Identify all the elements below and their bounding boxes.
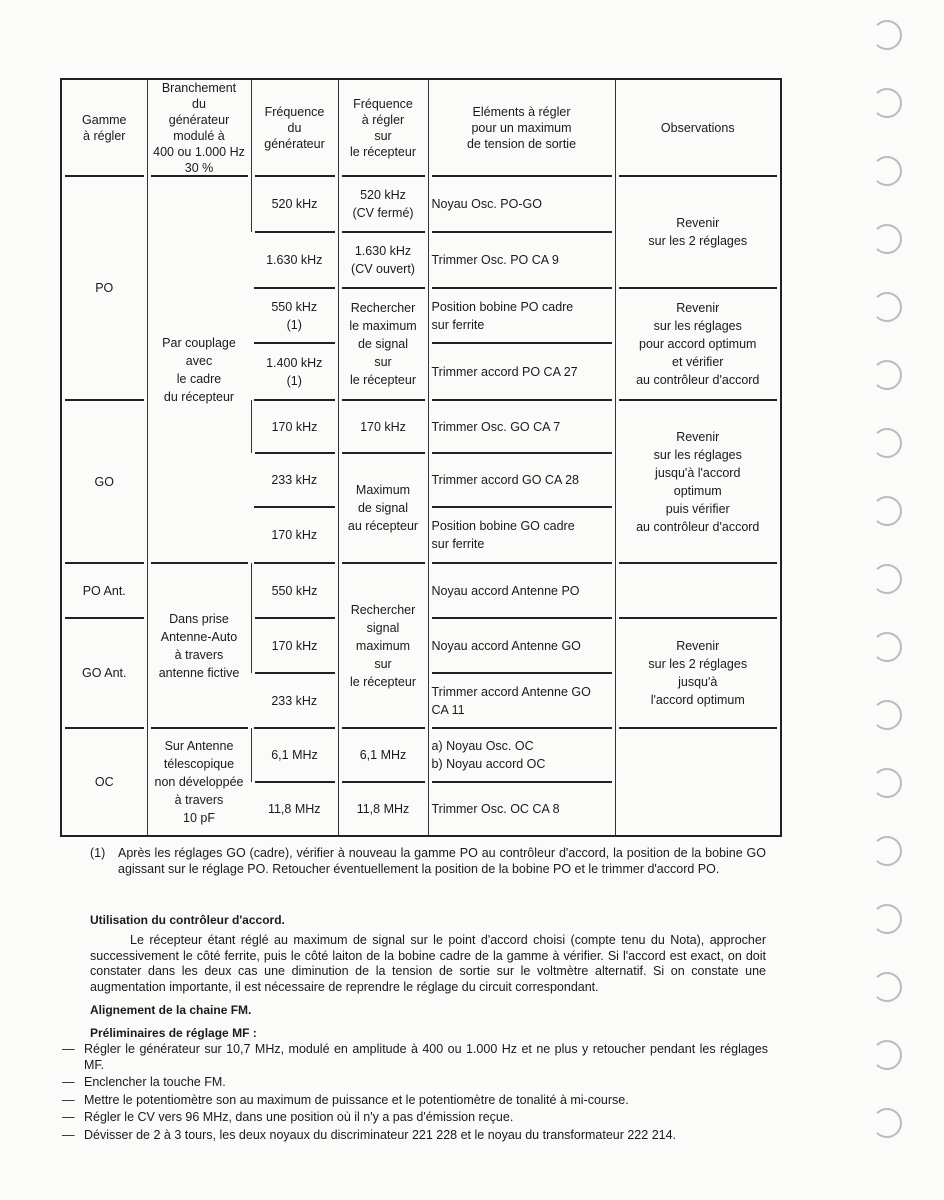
cell-line: avec [185, 353, 213, 368]
freq-gen-cell [251, 343, 338, 400]
cell-line: le récepteur [349, 373, 416, 387]
cell-line: Rechercher [350, 602, 416, 617]
cell-line: Rechercher [350, 301, 416, 315]
cell-line: 170 kHz [271, 528, 318, 542]
dash: — [62, 1127, 75, 1142]
cell-line: 233 kHz [271, 473, 318, 487]
cell-line: au récepteur [347, 519, 419, 533]
cell-line: 6,1 MHz [271, 748, 318, 762]
cell-line: jusqu'à [678, 675, 718, 689]
freq-rec-cell [338, 176, 428, 232]
table-row [61, 563, 781, 618]
cell-line: 520 kHz [271, 197, 318, 211]
cell-line: Noyau Osc. PO-GO [431, 197, 542, 211]
cell-line: sur les réglages [653, 319, 742, 333]
cell-line: 170 kHz [271, 419, 318, 434]
cell-line: 6,1 MHz [359, 748, 407, 762]
cell-line: a) Noyau Osc. OC [431, 739, 534, 753]
cell-line: Trimmer accord GO CA 28 [431, 473, 579, 487]
dash: — [62, 1110, 75, 1124]
list-item [62, 1093, 768, 1109]
cell-line: 550 kHz [271, 299, 318, 314]
gamme-go: GO [61, 400, 147, 563]
cell-line: générateur [264, 137, 325, 151]
observation-cell [615, 288, 781, 400]
freq-gen-cell [251, 728, 338, 782]
cell-line: Trimmer Osc. GO CA 7 [431, 419, 561, 434]
binder-hole-icon [872, 904, 902, 934]
cell-line: Dans prise [169, 611, 229, 626]
element-cell [428, 728, 615, 782]
element-cell [428, 343, 615, 400]
freq-rec-cell [338, 728, 428, 782]
element-cell [428, 453, 615, 507]
cell-line: générateur [168, 113, 230, 127]
cell-line: télescopique [163, 756, 235, 771]
cell-line: Gamme [82, 113, 127, 127]
element-cell [428, 400, 615, 453]
cell-line: de signal [357, 337, 409, 351]
element-cell [428, 507, 615, 563]
element-cell [428, 618, 615, 673]
dash: — [62, 1092, 75, 1107]
observation-cell [615, 176, 781, 288]
cell-line: Fréquence [264, 105, 325, 119]
binder-hole-icon [872, 700, 902, 730]
list-item-text: Enclencher la touche FM. [84, 1075, 226, 1089]
header-observations: Observations [615, 79, 781, 176]
cell-line: Revenir [676, 429, 720, 444]
cell-line: 550 kHz [271, 583, 318, 598]
section-heading: Alignement de la chaine FM. [90, 1003, 252, 1017]
element-cell [428, 232, 615, 288]
cell-line: à régler [83, 129, 126, 143]
binder-hole-icon [872, 1108, 902, 1138]
cell-line: du [287, 121, 302, 135]
cell-line: Trimmer Osc. OC CA 8 [431, 801, 560, 816]
binder-hole-icon [872, 360, 902, 390]
list-item [62, 1110, 768, 1126]
cell-line: optimum [673, 483, 722, 498]
binder-hole-icon [872, 564, 902, 594]
freq-gen-cell [251, 782, 338, 836]
freq-rec-cell [338, 288, 428, 400]
section-heading: Utilisation du contrôleur d'accord. [90, 913, 285, 927]
cell-line: du [192, 97, 206, 111]
cell-line: sur les 2 réglages [648, 234, 748, 248]
freq-gen-cell [251, 563, 338, 618]
cell-line: 11,8 MHz [356, 801, 410, 816]
cell-line: Revenir [676, 301, 720, 315]
table-row [61, 176, 781, 232]
cell-line: de signal [357, 501, 409, 515]
cell-line: du récepteur [163, 389, 235, 404]
cell-line: Sur Antenne [164, 738, 234, 753]
freq-rec-cell [338, 453, 428, 563]
table-row [61, 728, 781, 782]
cell-line: Fréquence [353, 97, 413, 111]
binder-hole-icon [872, 20, 902, 50]
cell-line: le récepteur [349, 145, 416, 159]
footnote [90, 846, 766, 877]
freq-gen-cell [251, 618, 338, 673]
observation-cell-empty [615, 563, 781, 618]
cell-line: sur ferrite [431, 317, 485, 332]
cell-line: non développée [154, 774, 244, 789]
cell-line: sur [374, 129, 392, 143]
cell-line: (CV ouvert) [351, 262, 415, 276]
cell-line: 233 kHz [271, 693, 318, 708]
binder-hole-icon [872, 156, 902, 186]
header-elements [428, 79, 615, 176]
freq-rec-cell [338, 563, 428, 728]
element-cell [428, 782, 615, 836]
freq-gen-cell [251, 507, 338, 563]
cell-line: Position bobine PO cadre [431, 299, 574, 314]
binder-hole-icon [872, 632, 902, 662]
freq-rec-cell [338, 232, 428, 288]
list-item-text: Mettre le potentiomètre son au maximum de puissance et le potentiomètre de tonalité à mi-course. [84, 1092, 629, 1107]
binder-hole-icon [872, 1040, 902, 1070]
binder-hole-icon [872, 972, 902, 1002]
gamme-po: PO [61, 176, 147, 400]
cell-line: b) Noyau accord OC [431, 757, 546, 771]
cell-line: pour un maximum [471, 121, 572, 135]
cell-line: à régler [361, 113, 405, 127]
cell-line: sur [374, 355, 392, 369]
header-gamme [61, 79, 147, 176]
cell-line: Position bobine GO cadre [431, 519, 575, 533]
cell-line: sur [374, 656, 392, 671]
cell-line: le maximum [349, 319, 417, 333]
cell-line: Trimmer Osc. PO CA 9 [431, 253, 559, 267]
cell-line: Revenir [676, 639, 720, 653]
footnote-marker: (1) [90, 846, 106, 860]
footnote-text: Après les réglages GO (cadre), vérifier à nouveau la gamme PO au contrôleur d'accord, la position de la bobine GO agissant sur le réglage PO. Retoucher éventuellement la position de la bobine PO et le trimmer d'accord PO. [118, 846, 766, 876]
binder-hole-icon [872, 836, 902, 866]
cell-line: pour accord optimum [639, 337, 757, 351]
cell-line: 170 kHz [271, 638, 318, 653]
freq-gen-cell [251, 673, 338, 728]
freq-gen-cell [251, 288, 338, 343]
observation-cell [615, 400, 781, 563]
cell-line: 11,8 MHz [267, 801, 321, 816]
cell-line: Noyau accord Antenne PO [431, 583, 580, 598]
element-cell [428, 288, 615, 343]
cell-line: jusqu'à l'accord [655, 465, 741, 480]
element-cell [428, 673, 615, 728]
branchement-oc [147, 728, 251, 836]
cell-line: CA 11 [431, 702, 465, 717]
list-item [62, 1042, 768, 1073]
cell-line: au contrôleur d'accord [636, 519, 760, 534]
cell-line: 520 kHz [360, 188, 406, 202]
branchement-antenne [147, 563, 251, 728]
cell-line: Par couplage [162, 335, 236, 350]
list-item [62, 1075, 768, 1091]
header-freq-recepteur [338, 79, 428, 176]
cell-line: maximum [355, 638, 411, 653]
table-header-row [61, 79, 781, 176]
header-freq-generateur [251, 79, 338, 176]
list-item-text: Régler le générateur sur 10,7 MHz, modulé en amplitude à 400 ou 1.000 Hz et ne plus y retoucher pendant les réglages MF. [84, 1042, 768, 1072]
cell-line: modulé à [173, 129, 225, 143]
element-cell [428, 563, 615, 618]
cell-line: signal [366, 620, 400, 635]
list-item [62, 1128, 768, 1144]
cell-line: 30 % [184, 161, 214, 175]
cell-line: Revenir [676, 216, 720, 230]
freq-gen-cell [251, 453, 338, 507]
cell-line: 1.630 kHz [354, 244, 412, 258]
freq-gen-cell [251, 176, 338, 232]
gamme-oc: OC [94, 774, 114, 789]
cell-line: au contrôleur d'accord [636, 373, 760, 387]
cell-line: Trimmer accord PO CA 27 [431, 364, 578, 379]
cell-line: à travers [174, 647, 224, 662]
binder-hole-icon [872, 292, 902, 322]
gamme-go-ant: GO Ant. [61, 618, 147, 728]
binder-hole-icon [872, 496, 902, 526]
observation-cell-empty [615, 728, 781, 836]
cell-line: Eléments à régler [472, 105, 571, 119]
binder-hole-icon [872, 224, 902, 254]
binder-hole-icon [872, 768, 902, 798]
bullet-list [62, 1042, 768, 1143]
freq-gen-cell [251, 400, 338, 453]
dash: — [62, 1042, 75, 1056]
branchement-cadre [147, 176, 251, 563]
observation-cell [615, 618, 781, 728]
cell-line: Branchement [161, 81, 237, 95]
cell-line: 170 kHz [360, 419, 406, 434]
dash: — [62, 1075, 75, 1089]
section-paragraph: Le récepteur étant réglé au maximum de signal sur le point d'accord choisi (compte tenu du Nota), approcher successivement le côté ferrite, puis le côté laiton de la bobine cadre de la gamme à vérifier. Si l'accord est exact, on doit constater dans les deux cas une diminution de la tension de sortie sur le voltmètre alternatif. Si on constate une augmentation importante, il est nécessaire de reprendre le réglage du circuit correspondant. [90, 933, 766, 994]
binder-hole-icon [872, 88, 902, 118]
list-item-text: Dévisser de 2 à 3 tours, les deux noyaux du discriminateur 221 228 et le noyau du transformateur 222 214. [84, 1127, 677, 1142]
cell-line: sur ferrite [431, 537, 485, 551]
cell-line: 400 ou 1.000 Hz [153, 145, 245, 159]
freq-rec-cell [338, 400, 428, 453]
cell-line: Noyau accord Antenne GO [431, 638, 581, 653]
cell-line: Maximum [355, 483, 411, 497]
cell-line: de tension de sortie [466, 137, 577, 151]
cell-line: et vérifier [672, 355, 724, 369]
cell-line: puis vérifier [665, 501, 730, 516]
cell-line: 1.400 kHz [266, 355, 323, 370]
alignment-table [60, 78, 782, 837]
cell-line: à travers [174, 792, 224, 807]
cell-line: (1) [286, 373, 302, 388]
section-heading: Préliminaires de réglage MF : [90, 1026, 257, 1040]
header-branchement [147, 79, 251, 176]
cell-line: antenne fictive [158, 665, 240, 680]
cell-line: Antenne-Auto [160, 629, 238, 644]
cell-line: le cadre [176, 371, 222, 386]
cell-line: 10 pF [183, 810, 215, 825]
cell-line: Trimmer accord Antenne GO [431, 684, 591, 699]
cell-line: le récepteur [349, 674, 416, 689]
list-item-text: Régler le CV vers 96 MHz, dans une position où il n'y a pas d'émission reçue. [84, 1110, 514, 1124]
binder-hole-icon [872, 428, 902, 458]
cell-line: sur les 2 réglages [648, 657, 748, 671]
freq-rec-cell [338, 782, 428, 836]
cell-line: (1) [286, 317, 302, 332]
cell-line: sur les réglages [653, 447, 742, 462]
freq-gen-cell [251, 232, 338, 288]
cell-line: (CV fermé) [352, 206, 414, 220]
cell-line: 1.630 kHz [266, 253, 323, 267]
cell-line: l'accord optimum [650, 693, 745, 707]
element-cell [428, 176, 615, 232]
gamme-po-ant: PO Ant. [61, 563, 147, 618]
